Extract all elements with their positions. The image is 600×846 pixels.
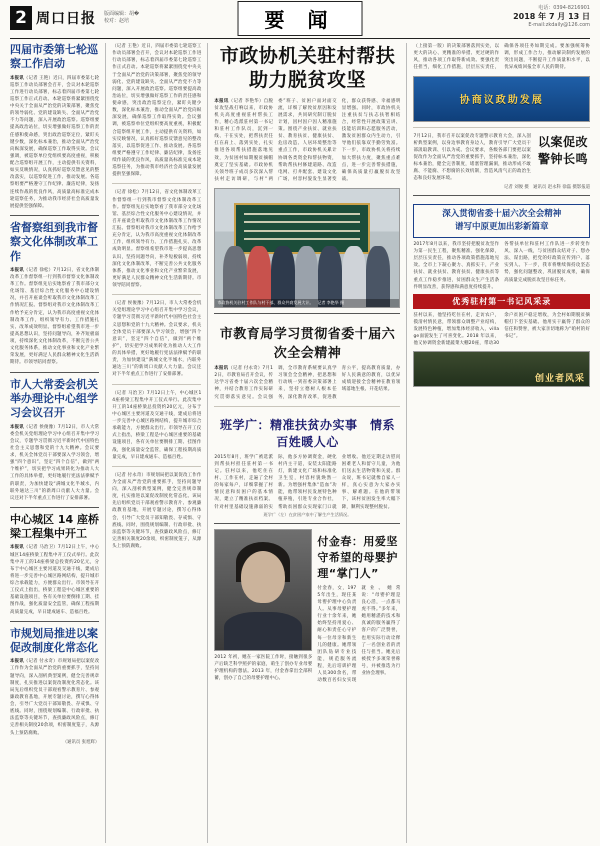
red-banner-1: 优秀驻村第一书记风采录 — [413, 294, 590, 309]
photo-caption-sub-2: 班学广（左）在贫困户家中了解生产生活情况。 — [263, 511, 352, 517]
article-signature-5: （通讯员 张旭辉） — [62, 739, 100, 745]
feature-body: 付金春，女，1975年出生，现任某母婴护理中心负责人。从事母婴护理行业十余年来，她始终坚持用爱心、耐心和责任心守护每一位母亲和新生儿的健康。她带领团队钻研专业技能，规范服务流程，先后培训护理人员300余名，带动数百名妇女实现就业。她常说：“母婴护理是良心活，一点都马虎不得。”多年来，她用精湛的技术和真诚的服务赢得了客户的广泛赞誉，也用实际行动诠释了一名创业者的责任与担当。她先后被授予多项荣誉称号，并被推选为行业协会理事。 — [317, 585, 401, 684]
column-divider — [105, 43, 106, 843]
photo-banner — [413, 76, 590, 122]
article-body-5 — [10, 658, 99, 736]
continued-text: （上接第一版）的决策部署落到实处，以更大的决心、更精准的举措、更过硬的作风，推动各项工作取得新成效。要强化责任担当，细化工作措施，层层压实责任，确保各项任务如期完成。要加强统筹协调，形成工作合力，推动解决制约发展的突出问题，不断提升工作质量和水平，以优异成绩回报全市人民的期待。 — [413, 44, 591, 71]
sub-article-text-1: （记者 付永奇）7月12日，市教育局召开会议，传达学习省委十届六次全会精神，并结合教育工作实际研究贯彻落实意见。会议强调，全市教育系统要认真学习领会全会精神，把思想和行动统一到省委决策部署上来，坚持立德树人根本任务，深化教育改革，促进教育公平，提高教育质量，办好人民满意的教育，以优异成绩迎接全会精神在教育领域落地生根、开花结果。 — [214, 366, 401, 400]
article-lead-5: 本报讯 — [10, 659, 24, 665]
column-main — [214, 43, 400, 843]
article-body-5-cont: （记者 付永奇）市规划局把以案促改工作作为全面从严治党的重要抓手，坚持问题导向，深入剖析典型案例，健全完善规章制度，扎实推进以案促改制度化常态化。该局先后组织党员干部观看警示教育片、参观廉政教育基地，开展专题讨论，撰写心得体会，引导广大党员干部知敬畏、存戒惧、守底线。同时，围绕规划编制、行政审批、执法监察等关键环节，查找廉政风险点，修订完善相关制度20余项，织密制度笼子，从源头上预防腐败。 — [112, 472, 202, 549]
photo-caption-meeting: 市政协机关驻村工作队与村干部、群众共商发展大计。 记者 李艳华 摄 — [215, 299, 399, 307]
divider — [413, 195, 590, 196]
sub-article-lead-1: 本报讯 — [214, 366, 229, 371]
divider — [112, 466, 201, 467]
page-number: 2 — [10, 6, 32, 30]
article-body-2 — [10, 267, 99, 367]
column-divider — [406, 43, 407, 843]
article-headline-1: 四届市委第七轮巡察工作启动 — [10, 43, 98, 71]
bottom-banner-text: 创业者风采 — [535, 374, 586, 385]
right-article-2 — [413, 241, 590, 291]
article-lead-3: 本报讯 — [10, 424, 24, 430]
masthead-date: 2018 年 7 月 13 日 — [513, 12, 590, 21]
divider — [214, 313, 400, 314]
right-article-1-body: 7月12日，我市召开以案促改专题警示教育大会，深入剖析典型案例，以身边事教育身边人，教育引导广大党员干部汲取教训、引以为戒。会议要求，各级各部门要把以案促改作为全面从严治党的重要抓手，坚持标本兼治，深化标本兼治，健全完善制度，堵塞管理漏洞，推动形成不敢腐、不能腐、不想腐的长效机制，营造风清气正的政治生态和良好发展环境。 — [413, 133, 532, 182]
right-article-1 — [413, 133, 590, 183]
masthead-email: E-mail:zkdaily@126.com — [528, 22, 590, 28]
feature-headline: 付金春：用爱坚守希望的母婴护理“掌门人” — [317, 534, 398, 580]
right-article-1-headline-l2: 警钟长鸣 — [538, 151, 589, 166]
photo-meeting — [214, 188, 400, 308]
feature-photo-caption: 2012 年初，她在一家医院工作时，接触到很多产后缺乏科学照护的家庭，萌生了创办专业母婴护理机构的想法。2013 年，付金春拿出全部积蓄，创办了自己的母婴护理中心。 — [214, 654, 313, 681]
article-text-3: （记者 侯俊豫）7月12日，市人大常委会机关党组理论学习中心组召开集中学习会议，专题学习贯彻习近平新时代中国特色社会主义思想和党的十九大精神。会议要求，机关全体党员干部要深入学习领会，增强“四个意识”，坚定“四个自信”，做到“两个维护”，切实把学习成果转化为推动人大工作的具体举措，更好地履行宪法法律赋予的职责，为加快建设“满城文化半城水，内联外通达三川”的新周口贡献人大力量。会议还对下半年重点工作进行了安排部署。 — [10, 424, 100, 501]
slogan-box — [413, 204, 590, 238]
photo-portrait — [214, 529, 312, 651]
right-article-2-body-right: 各帮扶单位和驻村工作队进一步转变作风、深入一线，与贫困群众结对子、想办法、谋出路，把党的好政策宣传到户、落实到人。下一步，我市将继续保持攻坚态势，强化问题整改，巩固脱贫成果，确保高质量完成脱贫攻坚目标任务。 — [504, 241, 591, 283]
divider — [112, 294, 201, 295]
divider — [10, 215, 99, 216]
sub-article-headline-1: 市教育局学习贯彻省委十届六次全会精神 — [219, 327, 396, 361]
article-body-4 — [10, 544, 99, 615]
page-body — [10, 43, 590, 843]
column-left-a — [10, 43, 99, 843]
masthead-phone: 电话：0394-8216901 — [538, 5, 590, 11]
column-right — [413, 43, 590, 843]
divider — [10, 507, 99, 508]
article-body-3 — [10, 424, 99, 502]
main-lead: 本报讯 — [214, 98, 229, 104]
article-body-2-cont: （记者 徐松）7月12日，省文化体制改革工作督察组一行到我市督察文化体制改革工作。督察组先后实地察看了我市部分文化场馆、基层综合性文化服务中心建设情况，并召开座谈会听取我市文化体制改革工作情况汇报。督察组对我市文化体制改革工作给予充分肯定，认为我市高度重视文化体制改革工作，组织领导有力、工作措施扎实、改革成效明显。督察组希望我市进一步提高思想认识，坚持问题导向，补齐短板弱项，持续深化文化体制改革，不断完善公共文化服务体系，推动文化事业和文化产业繁荣发展，更好满足人民群众精神文化生活新期待。市领导陪同督察。 — [112, 190, 202, 288]
banner-text: 协商议政助发展 — [459, 95, 544, 106]
article-lead-2: 本报讯 — [10, 267, 24, 273]
article-lead-4: 本报讯 — [10, 545, 24, 551]
slogan-line-2: 谱写中原更加出彩新篇章 — [454, 222, 549, 233]
sub-article-headline-2: 班学广：精准扶贫办实事 情系百姓暖人心 — [219, 417, 395, 449]
right-article-2-body-left: 2017年8月以来，我市坚持把脱贫攻坚作为第一民生工程，聚焦精准、强化保障，层层压实责任，推动各项政策措施落地见效。全市上下凝心聚力、真抓实干，产业扶贫、就业扶贫、教育扶贫、健康扶贫等重点工作稳步推进，贫困群众生产生活条件明显改善，获得感和满意度持续提升。 — [413, 241, 500, 290]
article-body-1 — [10, 75, 99, 210]
main-headline: 市政协机关驻村帮扶助力脱贫攻坚 — [219, 45, 396, 91]
sub-article-body-1 — [214, 365, 400, 401]
masthead-editor-meta — [104, 11, 139, 26]
main-text: （记者 李艳华）自脱贫攻坚战打响以来，市政协机关高度重视驻村帮扶工作，精心选派驻村第一书记和驻村工作队员，沉到一线、干在实处，把帮扶责任扛在肩上、落到实处，扎实推进各项帮扶措施落地见效，为贫困村如期脱贫摘帽奠定了坚实基础。市政协机关领导班子成员多次深入帮扶村走访调研，与村“两委”班子、贫困户面对面交流，详细了解致贫原因和发展需求，共同研究制订脱贫计划，因村因户因人精准施策。围绕产业扶贫、就业扶贫、教育扶贫、健康扶贫、危房改造、人居环境整治等重点工作，市政协机关累计协调各类资金和帮扶物资，帮助帮扶村修建道路、改造电网、打井配套、建设文化广场，村容村貌发生显著变化，群众获得感、幸福感明显增强。同时，市政协机关注重扶贫与扶志扶智相结合，经常性开展政策宣讲、技能培训和志愿服务活动，激发贫困群众内生动力，引导他们依靠双手勤劳致富。下一步，市政协机关将持续加大帮扶力度，聚焦重点难点，进一步完善帮扶措施，确保高质量打赢脱贫攻坚战。 — [214, 98, 401, 182]
sub-article-body-2: 2015年8月，班学广被选派到帮扶村担任驻村第一书记。驻村以来，他吃住在村、工作在村，走遍了全村的每家每户，详细掌握了村情民意和贫困户的基本情况，建立了精准扶贫档案。针对村里基础设施薄弱的实际，他多方协调资金，硬化村内主干道，安装太阳能路灯，新建文化广场和标准化卫生室，村容村貌焕然一新。为增强村集体“造血”功能，他带领村民发展特色种植养殖，引进专业合作社，帮助贫困群众实现家门口就业增收。他还定期走访慰问困难老人和留守儿童，为他们送去生活物资和关爱。群众说，班书记就像自家人一样，真心实意为大家办实事、解难题。在他的带领下，该村贫困发生率大幅下降，顺利实现整村脱贫。 — [214, 454, 401, 510]
article-headline-3: 市人大常委会机关举办理论中心组学习会议召开 — [10, 377, 98, 420]
divider — [10, 621, 99, 622]
divider — [413, 127, 590, 128]
article-text-4: （记者 马治卫）7月12日上午，中心城区14座桥梁工程集中开工仪式举行。此次集中开工的14座桥梁总投资约20亿元，分布于中心城区主要河道及交通干线，建成后将进一步完善中心城区路网结构，提升城市综合承载能力，方便群众出行。市领导在开工仪式上指出，桥梁工程是中心城区重要的基础设施项目，各有关单位要倒排工期、挂图作战，强化质量安全监管，确保工程按期高质量完成，早日建成通车、造福百姓。 — [10, 545, 100, 615]
article-text-2: （记者 徐松）7月12日，省文化体制改革工作督察组一行到我市督察文化体制改革工作。督察组先后实地察看了我市部分文化场馆、基层综合性文化服务中心建设情况，并召开座谈会听取我市文化体制改革工作情况汇报。督察组对我市文化体制改革工作给予充分肯定，认为我市高度重视文化体制改革工作，组织领导有力、工作措施扎实、改革成效明显。督察组希望我市进一步提高思想认识，坚持问题导向，补齐短板弱项，持续深化文化体制改革，不断完善公共文化服务体系，推动文化事业和文化产业繁荣发展，更好满足人民群众精神文化生活新期待。市领导陪同督察。 — [10, 267, 100, 366]
article-headline-4: 中心城区 14 座桥梁工程集中开工 — [10, 512, 99, 541]
slogan-line-1: 深入贯彻省委十届六次全会精神 — [442, 209, 562, 220]
right-article-1-caption: 记者 刘俊 摄 通讯员 赵永科 徐磊 摄影报道 — [504, 185, 591, 191]
main-body — [214, 98, 400, 184]
article-body-1-cont: （记者 王艳）近日，四届市委第七轮巡察工作动员部署会召开，会议对本轮巡察工作进行动员部署，标志着四届市委第七轮巡察工作正式启动。本轮巡察将紧紧围绕党中央关于全面从严治党的决策部署，聚焦党的领导弱化、党的建设缺失、全面从严治党不力等问题，深入开展政治巡察。巡察组要提高政治站位，切实增强做好巡察工作的责任感和使命感，突出政治巡察定位，紧盯关键少数，深化标本兼治，推动全面从严治党向纵深发展，确保巡察工作取得实效。会议强调，被巡察单位党组织要高度重视，积极配合巡察组开展工作，主动提供有关资料，如实反映情况，认真抓好巡察反馈意见的整改落实，以巡察促进工作、推动发展。各巡察组要严格遵守工作纪律、廉洁纪律，发扬连续作战的优良作风，高质量高标准完成本轮巡察任务，为推动我市经济社会高质量发展提供坚强保障。 — [112, 44, 202, 178]
photo-bottom-banner — [413, 351, 590, 387]
masthead-editor-line2: 校对：赵培 — [104, 18, 130, 24]
column-divider — [207, 43, 208, 843]
feature-text-wrap — [317, 529, 400, 685]
article-headline-5: 市规划局推进以案促改制度化常态化 — [10, 626, 98, 655]
feature-photo-wrap — [214, 529, 312, 685]
paper-name: 周口日报 — [36, 11, 96, 27]
right-article-3-body: 驻村以来，他坚持吃住在村，走访农户，摸清村情民意，带领群众调整产业结构，发展特色种植，增加集体经济收入，village面貌发生了可喜变化。2018 年以来，他又协调资金新建蔬菜大棚20座，带动30余户贫困户稳定增收，为全村如期脱贫摘帽打下坚实基础。他用实干赢得了群众的信任和赞誉，被大家亲切地称为“咱村的好书记”。 — [413, 312, 591, 347]
masthead — [10, 0, 590, 39]
divider — [214, 406, 400, 407]
masthead-right — [513, 4, 590, 28]
article-lead-1: 本报讯 — [10, 75, 24, 81]
divider — [10, 372, 99, 373]
right-article-1-head-wrap — [536, 133, 590, 183]
article-headline-2: 省督察组到我市督察文化体制改革工作 — [10, 220, 98, 263]
divider — [112, 183, 201, 184]
divider — [112, 384, 201, 385]
masthead-editor-line1: 版面编辑：胡� — [104, 10, 140, 17]
feature-block — [214, 529, 400, 685]
divider — [214, 523, 400, 524]
article-body-4-cont: （记者 马治卫）7月12日上午，中心城区14座桥梁工程集中开工仪式举行。此次集中开工的14座桥梁总投资约20亿元，分布于中心城区主要河道及交通干线，建成后将进一步完善中心城区路网结构，提升城市综合承载能力，方便群众出行。市领导在开工仪式上指出，桥梁工程是中心城区重要的基础设施项目，各有关单位要倒排工期、挂图作战，强化质量安全监管，确保工程按期高质量完成，早日建成通车、造福百姓。 — [112, 390, 202, 460]
article-text-5: （记者 付永奇）市规划局把以案促改工作作为全面从严治党的重要抓手，坚持问题导向，深入剖析典型案例，健全完善规章制度，扎实推进以案促改制度化常态化。该局先后组织党员干部观看警示教育片、参观廉政教育基地，开展专题讨论，撰写心得体会，引导广大党员干部知敬畏、存戒惧、守底线。同时，围绕规划编制、行政审批、执法监察等关键环节，查找廉政风险点，修订完善相关制度20余项，织密制度笼子，从源头上预防腐败。 — [10, 659, 100, 736]
column-left-b — [112, 43, 201, 843]
article-text-1: （记者 王艳）近日，四届市委第七轮巡察工作动员部署会召开，会议对本轮巡察工作进行动员部署，标志着四届市委第七轮巡察工作正式启动。本轮巡察将紧紧围绕党中央关于全面从严治党的决策部署，聚焦党的领导弱化、党的建设缺失、全面从严治党不力等问题，深入开展政治巡察。巡察组要提高政治站位，切实增强做好巡察工作的责任感和使命感，突出政治巡察定位，紧盯关键少数，深化标本兼治，推动全面从严治党向纵深发展，确保巡察工作取得实效。会议强调，被巡察单位党组织要高度重视，积极配合巡察组开展工作，主动提供有关资料，如实反映情况，认真抓好巡察反馈意见的整改落实，以巡察促进工作、推动发展。各巡察组要严格遵守工作纪律、廉洁纪律，发扬连续作战的优良作风，高质量高标准完成本轮巡察任务，为推动我市经济社会高质量发展提供坚强保障。 — [10, 75, 100, 209]
section-title: 要 闻 — [238, 1, 363, 36]
right-article-1-headline-l1: 以案促改 — [538, 134, 589, 149]
article-body-3-cont: （记者 侯俊豫）7月12日，市人大常委会机关党组理论学习中心组召开集中学习会议，专题学习贯彻习近平新时代中国特色社会主义思想和党的十九大精神。会议要求，机关全体党员干部要深入学习领会，增强“四个意识”，坚定“四个自信”，做到“两个维护”，切实把学习成果转化为推动人大工作的具体举措，更好地履行宪法法律赋予的职责，为加快建设“满城文化半城水，内联外通达三川”的新周口贡献人大力量。会议还对下半年重点工作进行了安排部署。 — [112, 301, 202, 378]
